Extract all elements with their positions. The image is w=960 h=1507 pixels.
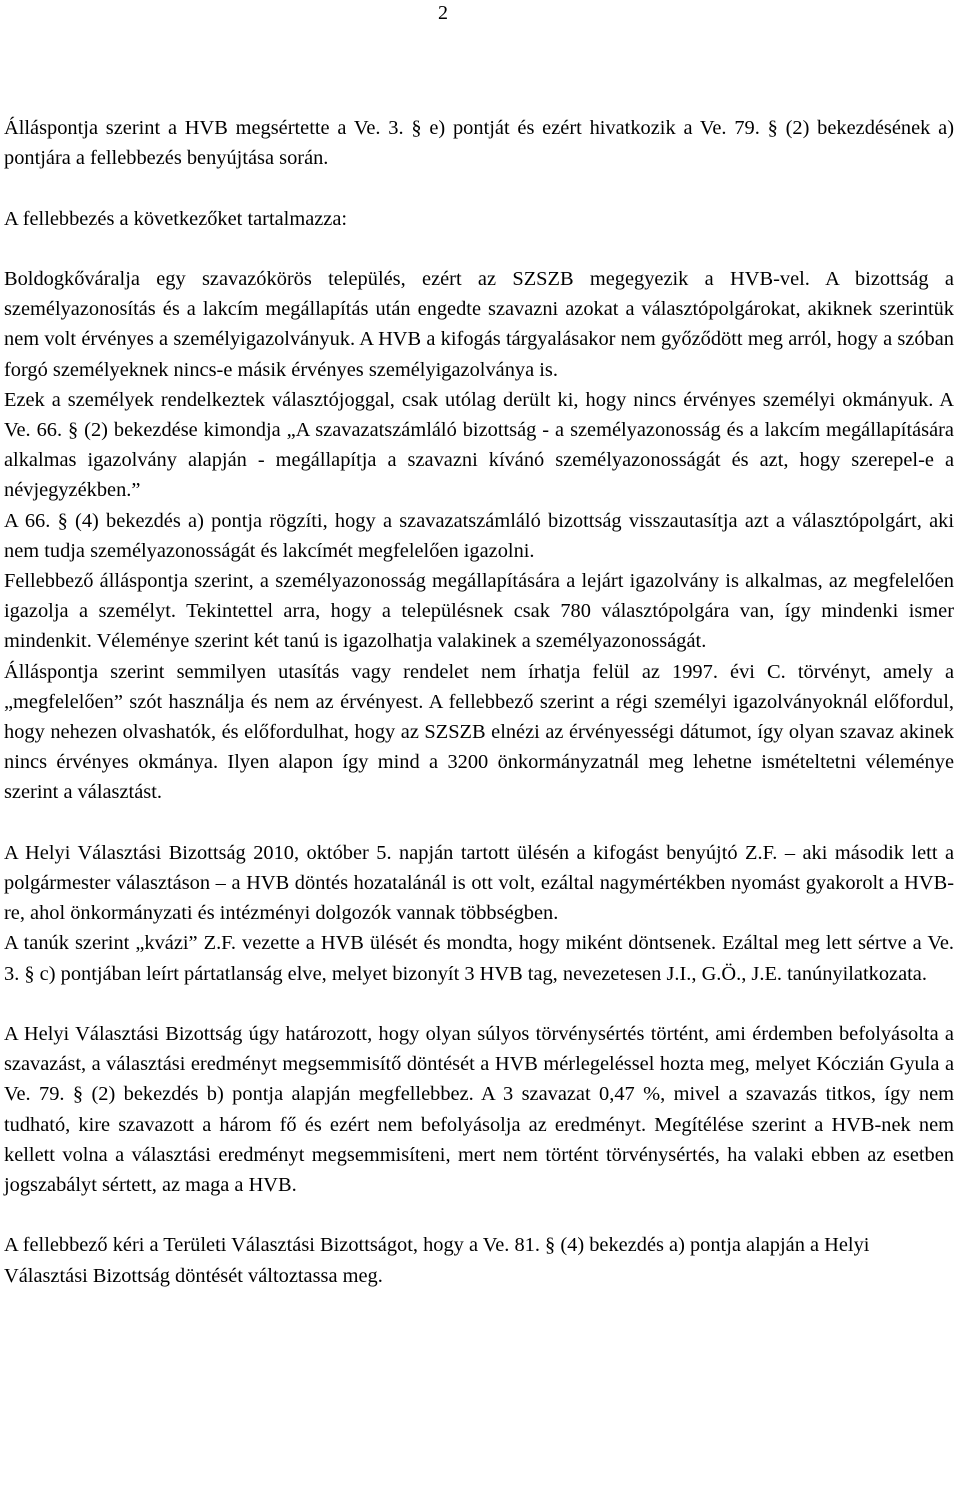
paragraph-gap — [4, 1200, 954, 1230]
paragraph-witnesses: A tanúk szerint „kvázi” Z.F. vezette a HVB ülését és mondta, hogy miként döntsenek. Ezáltal meg lett sértve a Ve. 3. § c) pontjában leírt pártatlanság elve, melyet bizonyít 3 HVB tag, nevezetesen J.I., G.Ö., J.E. tanúnyilatkozata. — [4, 932, 954, 985]
paragraph-gap — [4, 989, 954, 1019]
paragraph-district: Boldogkőváralja egy szavazókörös település, ezért az SZSZB megegyezik a HVB-vel. A bizottság a személyazonosítás és a lakcím megállapítás után engedte szavazni azokat a választópolgárokat, akiknek szerintük nem volt érvényes a személyigazolványuk. A HVB a kifogás tárgyalásakor nem győződött meg arról, hogy a szóban forgó személyeknek nincs-e másik érvényes személyigazolványa is. — [4, 267, 954, 381]
paragraph-appeal-intro: A fellebbezés a következőket tartalmazza: — [4, 207, 348, 230]
paragraph-request: A fellebbező kéri a Területi Választási Bizottságot, hogy a Ve. 81. § (4) bekezdés a) pontja alapján a Helyi Választási Bizottság döntését változtassa meg. — [4, 1234, 870, 1287]
paragraph-position: Álláspontja szerint a HVB megsértette a Ve. 3. § e) pontját és ezért hivatkozik a Ve. 79. § (2) bekezdésének a) pontjára a fellebbezés benyújtása során. — [4, 117, 954, 170]
page-number: 2 — [438, 2, 448, 24]
document-body — [4, 113, 954, 1291]
paragraph-committee-decision: A Helyi Választási Bizottság úgy határozott, hogy olyan súlyos törvénysértés történt, ami érdemben befolyásolta a szavazást, a választási eredményt megsemmisítő döntését a HVB mérlegeléssel hozta meg, melyet Kóczián Gyula a Ve. 79. § (2) bekezdés b) pontja alapján megfellebbez. A 3 szavazat 0,47 %, mivel a szavazás titkos, így nem tudható, kire szavazott a három fő és ezért nem befolyásolja az eredményt. Megítélése szerint a HVB-nek nem kellett volna a választási eredményt megsemmisíteni, mert nem történt törvénysértés, ha valaki ebben az esetben jogszabályt sértett, az maga a HVB. — [4, 1023, 954, 1197]
paragraph-gap — [4, 173, 954, 203]
paragraph-voting-rights: Ezek a személyek rendelkeztek választójoggal, csak utólag derült ki, hogy nincs érvényes személyi okmányuk. A Ve. 66. § (2) bekezdése kimondja „A szavazatszámláló bizottság - a személyazonosság és a lakcím megállapítására alkalmas igazolvány alapján - megállapítja a szavazni kívánó személyazonosságát és azt, hogy szerepel-e a névjegyzékben.” — [4, 388, 954, 502]
paragraph-appellant-opinion: Fellebbező álláspontja szerint, a személyazonosság megállapítására a lejárt igazolvány is alkalmas, az megfelelően igazolja a személyt. Tekintettel arra, hogy a településnek csak 780 választópolgára van, így mindenki ismer mindenkit. Véleménye szerint két tanú is igazolhatja valakinek a személyazonosságát. — [4, 570, 954, 653]
paragraph-section-66: A 66. § (4) bekezdés a) pontja rögzíti, hogy a szavazatszámláló bizottság visszautasítja azt a választópolgárt, aki nem tudja személyazonosságát és lakcímét megfelelően igazolni. — [4, 509, 954, 562]
paragraph-committee-meeting: A Helyi Választási Bizottság 2010, október 5. napján tartott ülésén a kifogást benyújtó Z.F. – aki második lett a polgármester választáson – a HVB döntés hozatalánál is ott volt, ezáltal nagymértékben nyomást gyakorolt a HVB-re, ahol önkormányzati és intézményi dolgozók vannak többségben. — [4, 841, 954, 925]
paragraph-law-interpretation: Álláspontja szerint semmilyen utasítás vagy rendelet nem írhatja felül az 1997. évi C. törvényt, amely a „megfelelően” szót használja és nem az érvényest. A fellebbező szerint a régi személyi igazolványoknál előfordul, hogy nehezen olvashatók, és előfordulhat, hogy az SZSZB elnézi az érvényességi dátumot, így olyan szavaz akinek nincs érvényes okmánya. Ilyen alapon így mind a 3200 önkormányzatnál meg lehetne ismételtetni véleménye szerint a választást. — [4, 660, 954, 804]
paragraph-gap — [4, 234, 954, 264]
paragraph-gap — [4, 808, 954, 838]
